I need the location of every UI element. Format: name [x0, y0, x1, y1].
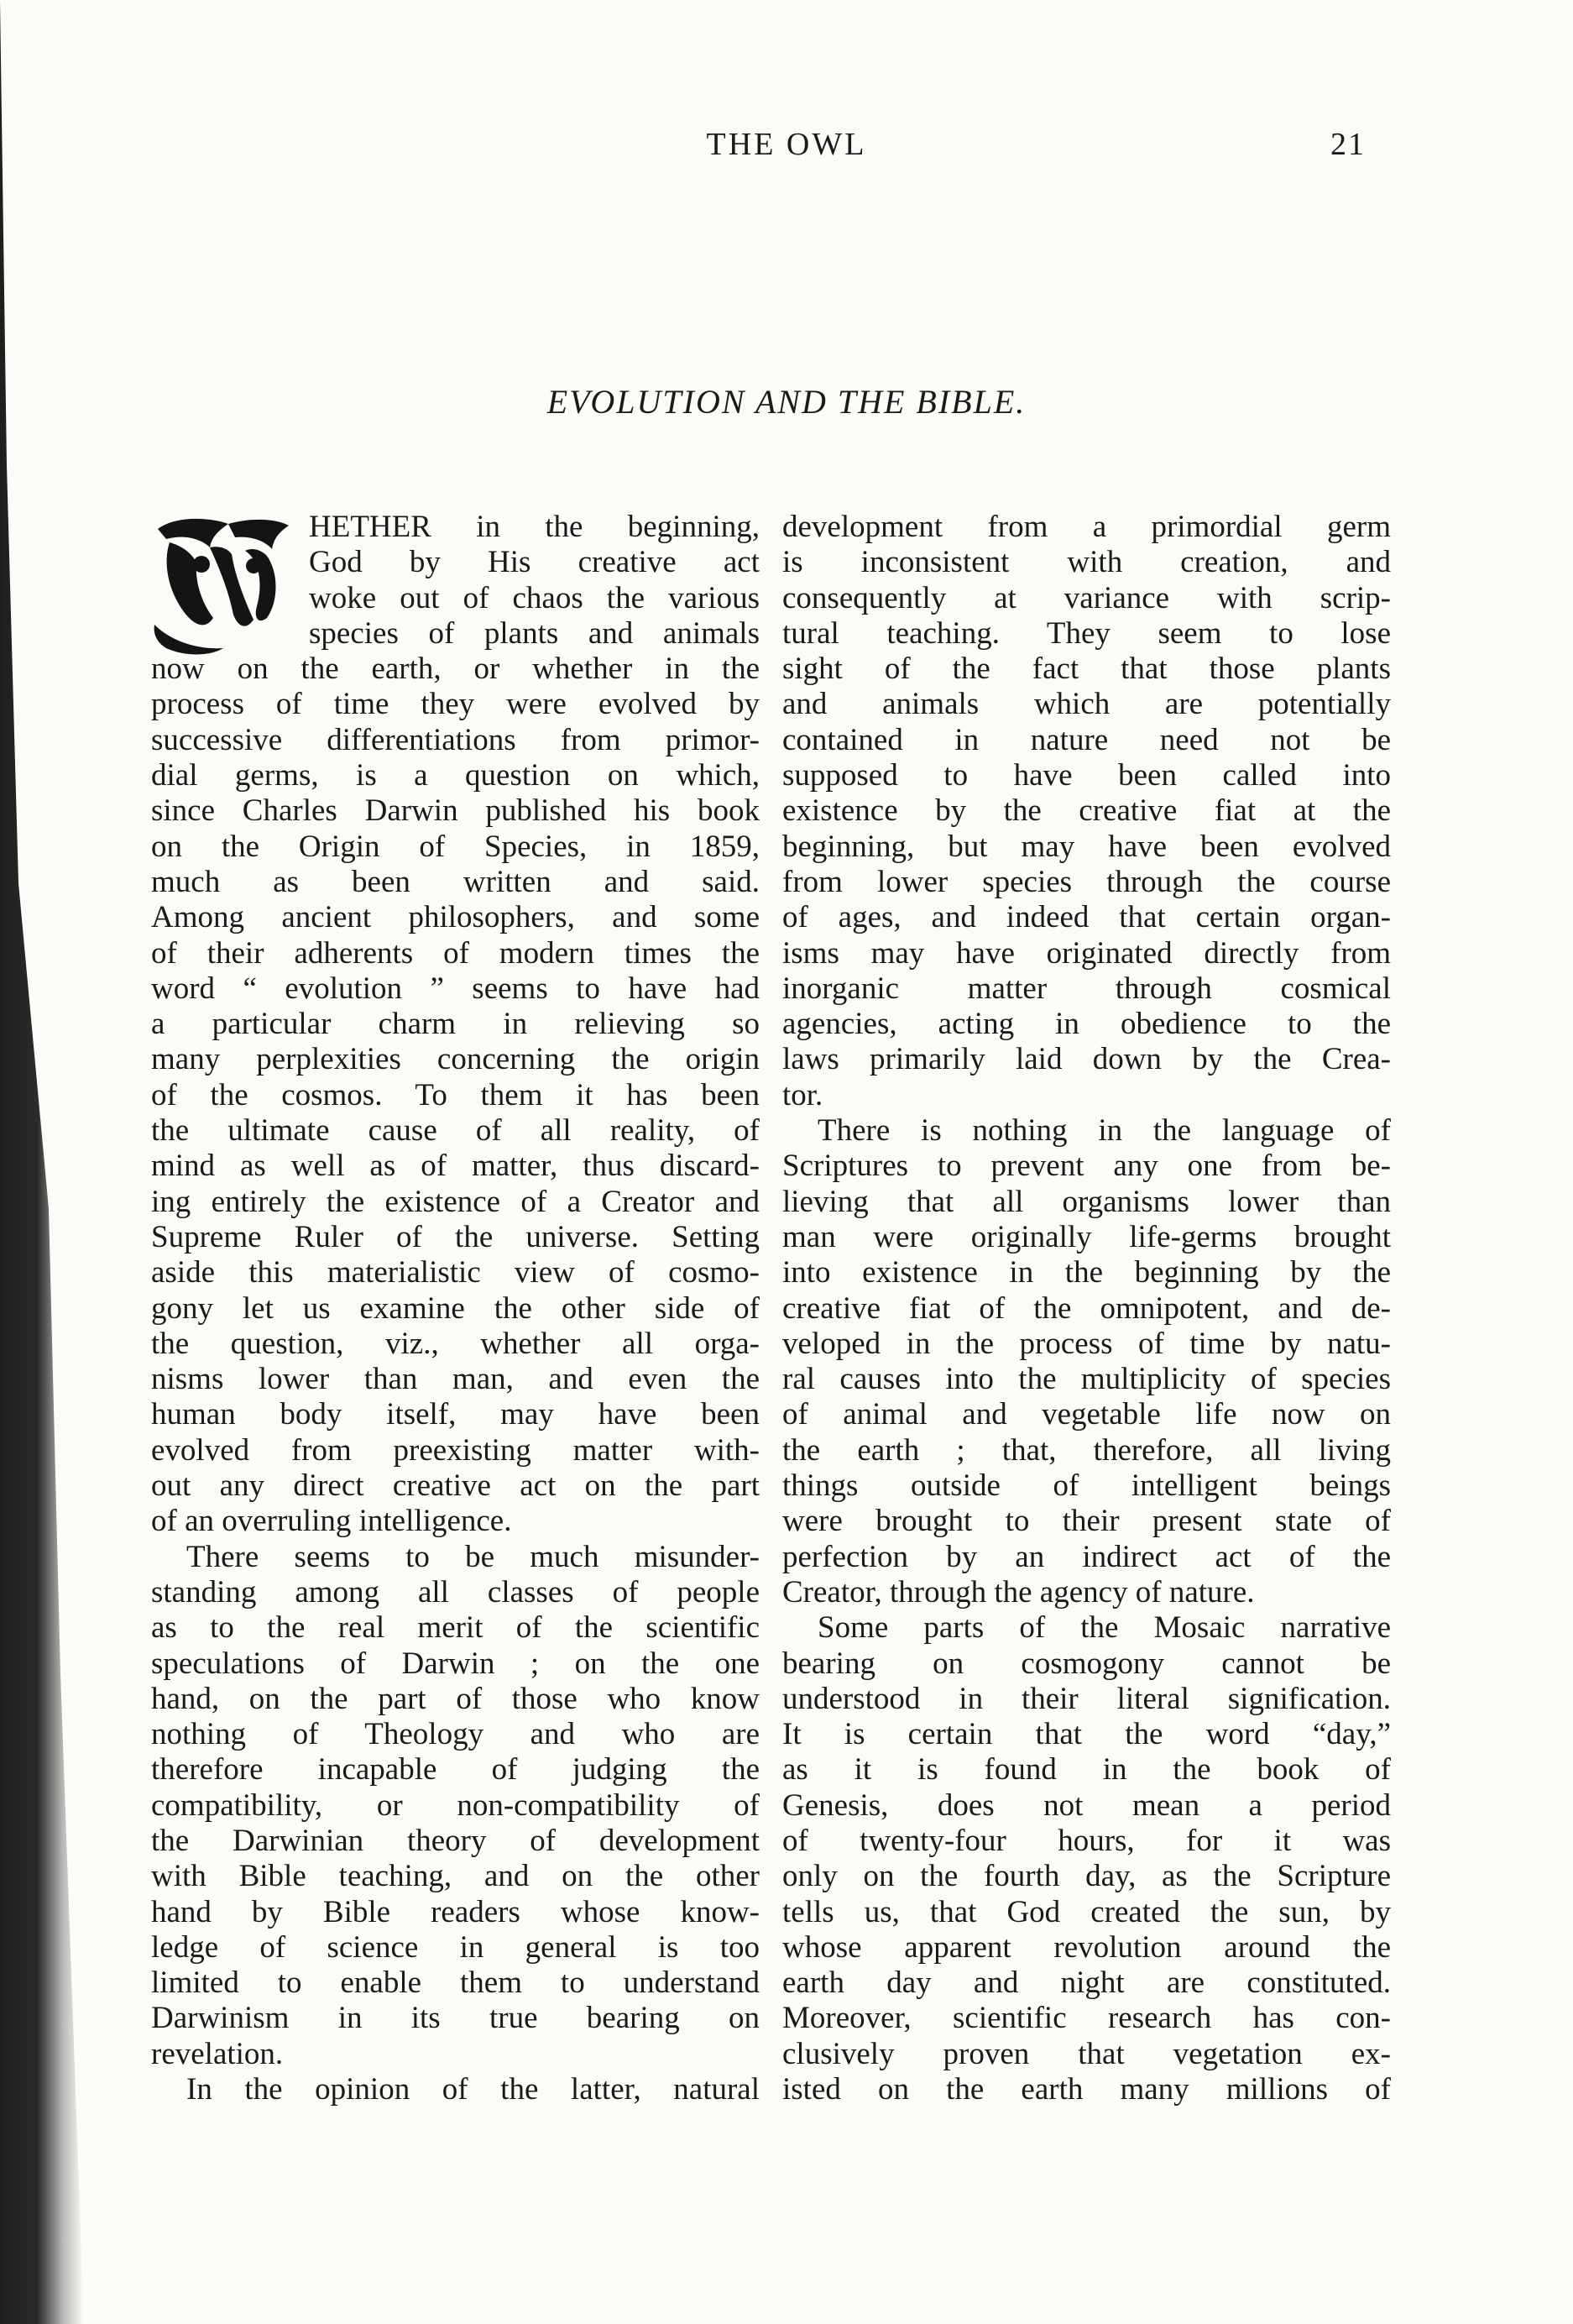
running-head-title: THE OWL — [706, 127, 867, 162]
text-line: nisms lower than man, and even the — [151, 1362, 760, 1397]
text-line: development from a primordial germ — [782, 510, 1391, 544]
text-line: as to the real merit of the scientific — [151, 1610, 760, 1646]
text-line: tural teaching. They seem to lose — [782, 615, 1391, 651]
article-title: EVOLUTION AND THE BIBLE. — [546, 383, 1027, 421]
text-line: human body itself, may have been — [151, 1397, 760, 1432]
text-line: evolved from preexisting matter with- — [151, 1432, 760, 1468]
text-line: Genesis, does not mean a period — [782, 1787, 1391, 1823]
text-line: There seems to be much misunder- — [186, 1539, 760, 1574]
text-line: man were originally life-germs brought — [782, 1219, 1391, 1254]
text-line: hand by Bible readers whose know- — [151, 1894, 760, 1929]
text-line: were brought to their present state of — [782, 1504, 1391, 1539]
text-line: ral causes into the multiplicity of species — [782, 1362, 1391, 1397]
text-line: mind as well as of matter, thus discard- — [151, 1149, 760, 1184]
text-line: supposed to have been called into — [782, 758, 1391, 793]
text-line: the Darwinian theory of development — [151, 1823, 760, 1858]
text-line: Among ancient philosophers, and some — [151, 900, 760, 935]
text-line: bearing on cosmogony cannot be — [782, 1646, 1391, 1681]
text-line: aside this materialistic view of cosmo- — [151, 1255, 760, 1290]
text-line: earth day and night are constituted. — [782, 1965, 1391, 2001]
text-line: therefore incapable of judging the — [151, 1752, 760, 1787]
text-line: Supreme Ruler of the universe. Setting — [151, 1219, 760, 1254]
text-line: contained in nature need not be — [782, 722, 1391, 757]
text-line: compatibility, or non-compatibility of — [151, 1787, 760, 1823]
text-line: the ultimate cause of all reality, of — [151, 1113, 760, 1149]
text-line: of animal and vegetable life now on — [782, 1397, 1391, 1432]
text-line: ledge of science in general is too — [151, 1929, 760, 1965]
text-line: much as been written and said. — [151, 864, 760, 899]
text-line: In the opinion of the latter, natural — [186, 2072, 760, 2107]
text-line: nothing of Theology and who are — [151, 1717, 760, 1752]
text-line: now on the earth, or whether in the — [151, 652, 760, 687]
text-line: There is nothing in the language of — [818, 1113, 1391, 1149]
text-line: hand, on the part of those who know — [151, 1681, 760, 1716]
text-line: agencies, acting in obedience to the — [782, 1007, 1391, 1042]
text-line: only on the fourth day, as the Scripture — [782, 1859, 1391, 1894]
text-line: of ages, and indeed that certain organ- — [782, 900, 1391, 935]
text-line: since Charles Darwin published his book — [151, 793, 760, 829]
text-line: species of plants and animals — [309, 615, 760, 651]
text-line: isms may have originated directly from — [782, 935, 1391, 971]
text-line: successive differentiations from primor- — [151, 722, 760, 757]
text-line: speculations of Darwin ; on the one — [151, 1646, 760, 1681]
text-line: of an overruling intelligence. — [151, 1504, 512, 1539]
text-line: the question, viz., whether all orga- — [151, 1326, 760, 1361]
text-line: limited to enable them to understand — [151, 1965, 760, 2001]
right-text-column — [782, 510, 1391, 2107]
text-line: of their adherents of modern times the — [151, 935, 760, 971]
text-line: things outside of intelligent beings — [782, 1468, 1391, 1504]
text-line: with Bible teaching, and on the other — [151, 1859, 760, 1894]
text-line: clusively proven that vegetation ex- — [782, 2036, 1391, 2071]
text-line: HETHER in the beginning, — [309, 510, 760, 544]
text-line: consequently at variance with scrip- — [782, 580, 1391, 615]
text-line: beginning, but may have been evolved — [782, 829, 1391, 864]
text-line: as it is found in the book of — [782, 1752, 1391, 1787]
text-line: into existence in the beginning by the — [782, 1255, 1391, 1290]
text-line: woke out of chaos the various — [309, 580, 760, 615]
text-line: standing among all classes of people — [151, 1574, 760, 1610]
text-line: ing entirely the existence of a Creator and — [151, 1184, 760, 1219]
scanned-page-edge-shadow — [0, 0, 84, 2324]
text-line: laws primarily laid down by the Crea- — [782, 1042, 1391, 1077]
text-line: God by His creative act — [309, 545, 760, 580]
text-line: dial germs, is a question on which, — [151, 758, 760, 793]
text-line: isted on the earth many millions of — [782, 2072, 1391, 2107]
text-line: existence by the creative fiat at the — [782, 793, 1391, 829]
text-line: out any direct creative act on the part — [151, 1468, 760, 1504]
text-line: of twenty-four hours, for it was — [782, 1823, 1391, 1858]
text-line: gony let us examine the other side of — [151, 1290, 760, 1326]
text-line: inorganic matter through cosmical — [782, 971, 1391, 1006]
text-line: Scriptures to prevent any one from be- — [782, 1149, 1391, 1184]
text-line: Creator, through the agency of nature. — [782, 1574, 1255, 1610]
text-line: tells us, that God created the sun, by — [782, 1894, 1391, 1929]
text-line: on the Origin of Species, in 1859, — [151, 829, 760, 864]
text-line: lieving that all organisms lower than — [782, 1184, 1391, 1219]
text-line: many perplexities concerning the origin — [151, 1042, 760, 1077]
text-line: and animals which are potentially — [782, 687, 1391, 722]
text-line: of the cosmos. To them it has been — [151, 1077, 760, 1112]
text-line: Moreover, scientific research has con- — [782, 2001, 1391, 2036]
page-number: 21 — [1330, 127, 1366, 162]
text-line: word “ evolution ” seems to have had — [151, 971, 760, 1006]
left-text-column — [151, 510, 760, 2107]
text-line: Some parts of the Mosaic narrative — [818, 1610, 1391, 1646]
text-line: revelation. — [151, 2036, 284, 2071]
text-line: perfection by an indirect act of the — [782, 1539, 1391, 1574]
text-line: the earth ; that, therefore, all living — [782, 1432, 1391, 1468]
text-line: from lower species through the course — [782, 864, 1391, 899]
text-line: Darwinism in its true bearing on — [151, 2001, 760, 2036]
text-line: process of time they were evolved by — [151, 687, 760, 722]
text-line: It is certain that the word “day,” — [782, 1717, 1391, 1752]
text-line: understood in their literal signification. — [782, 1681, 1391, 1716]
text-line: a particular charm in relieving so — [151, 1007, 760, 1042]
text-line: creative fiat of the omnipotent, and de- — [782, 1290, 1391, 1326]
text-line: whose apparent revolution around the — [782, 1929, 1391, 1965]
text-line: is inconsistent with creation, and — [782, 545, 1391, 580]
text-line: sight of the fact that those plants — [782, 652, 1391, 687]
text-line: tor. — [782, 1077, 823, 1112]
text-line: veloped in the process of time by natu- — [782, 1326, 1391, 1361]
